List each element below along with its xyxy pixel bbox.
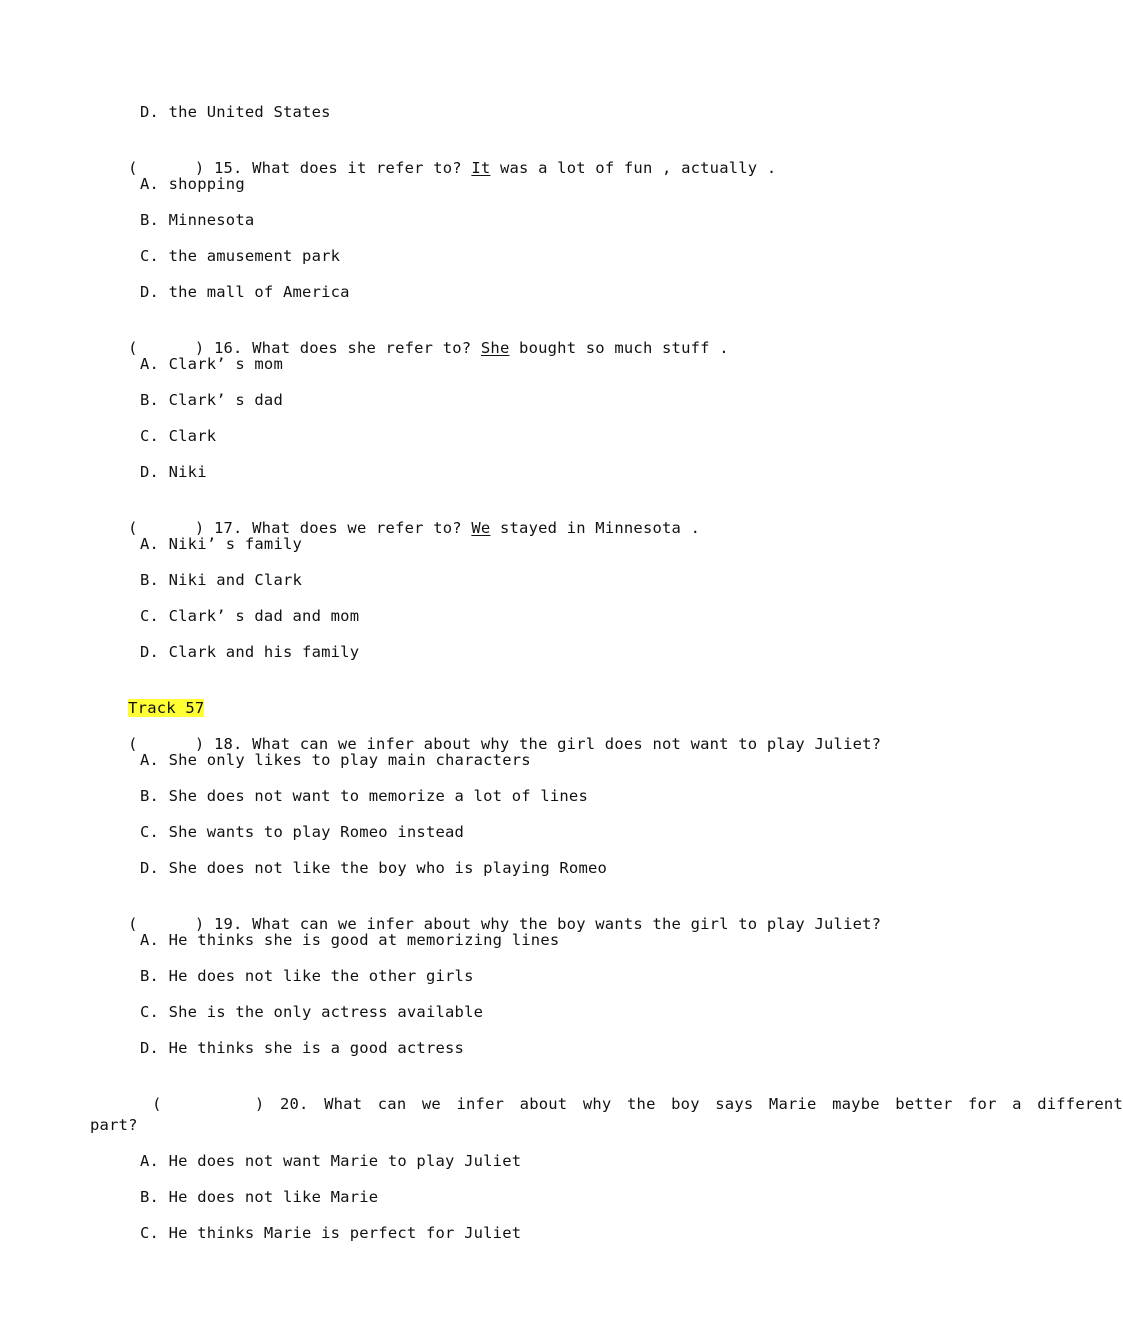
option-15-d: D. the mall of America bbox=[140, 283, 350, 301]
question-number: 15. bbox=[213, 159, 243, 177]
answer-blank: ( ) bbox=[128, 735, 205, 753]
question-number: 18. bbox=[213, 735, 243, 753]
question-20-continuation: part? bbox=[90, 1116, 138, 1134]
option-20-c: C. He thinks Marie is perfect for Juliet bbox=[140, 1224, 522, 1242]
option-18-b: B. She does not want to memorize a lot of lines bbox=[140, 787, 588, 805]
underlined-word: We bbox=[471, 519, 491, 537]
question-text: What can we infer about why the girl does not want to play Juliet? bbox=[252, 735, 882, 753]
option-17-b: B. Niki and Clark bbox=[140, 571, 303, 589]
option-18-d: D. She does not like the boy who is playing Romeo bbox=[140, 859, 608, 877]
option-14-d: D. the United States bbox=[140, 103, 331, 121]
question-text: What does she refer to? bbox=[252, 339, 472, 357]
option-15-c: C. the amusement park bbox=[140, 247, 341, 265]
question-text: What does it refer to? bbox=[252, 159, 462, 177]
question-text: What does we refer to? bbox=[252, 519, 462, 537]
option-19-d: D. He thinks she is a good actress bbox=[140, 1039, 465, 1057]
option-19-a: A. He thinks she is good at memorizing lines bbox=[140, 931, 560, 949]
answer-blank: ( ) bbox=[152, 1095, 265, 1113]
option-18-c: C. She wants to play Romeo instead bbox=[140, 823, 465, 841]
option-16-d: D. Niki bbox=[140, 463, 207, 481]
underlined-word: She bbox=[480, 339, 510, 357]
question-text-rest: bought so much stuff . bbox=[519, 339, 729, 357]
answer-blank: ( ) bbox=[128, 159, 205, 177]
option-16-b: B. Clark’ s dad bbox=[140, 391, 283, 409]
answer-blank: ( ) bbox=[128, 915, 205, 933]
track-highlight: Track 57 bbox=[128, 699, 205, 717]
question-number: 20. bbox=[279, 1095, 309, 1113]
option-20-a: A. He does not want Marie to play Juliet bbox=[140, 1152, 522, 1170]
option-19-b: B. He does not like the other girls bbox=[140, 967, 474, 985]
question-text-rest: was a lot of fun , actually . bbox=[499, 159, 777, 177]
option-16-c: C. Clark bbox=[140, 427, 217, 445]
question-text: What can we infer about why the boy says Marie maybe better for a different bbox=[324, 1095, 1123, 1113]
answer-blank: ( ) bbox=[128, 339, 205, 357]
answer-blank: ( ) bbox=[128, 519, 205, 537]
option-17-c: C. Clark’ s dad and mom bbox=[140, 607, 360, 625]
option-15-a: A. shopping bbox=[140, 175, 245, 193]
option-18-a: A. She only likes to play main characters bbox=[140, 751, 531, 769]
question-number: 16. bbox=[213, 339, 243, 357]
question-text-rest: stayed in Minnesota . bbox=[499, 519, 701, 537]
option-17-a: A. Niki’ s family bbox=[140, 535, 303, 553]
question-number: 19. bbox=[213, 915, 243, 933]
question-text: What can we infer about why the boy wants the girl to play Juliet? bbox=[252, 915, 882, 933]
option-19-c: C. She is the only actress available bbox=[140, 1003, 484, 1021]
question-number: 17. bbox=[213, 519, 243, 537]
option-20-b: B. He does not like Marie bbox=[140, 1188, 379, 1206]
option-17-d: D. Clark and his family bbox=[140, 643, 360, 661]
underlined-word: It bbox=[471, 159, 491, 177]
question-20 bbox=[90, 1074, 1123, 1134]
option-15-b: B. Minnesota bbox=[140, 211, 255, 229]
option-16-a: A. Clark’ s mom bbox=[140, 355, 283, 373]
